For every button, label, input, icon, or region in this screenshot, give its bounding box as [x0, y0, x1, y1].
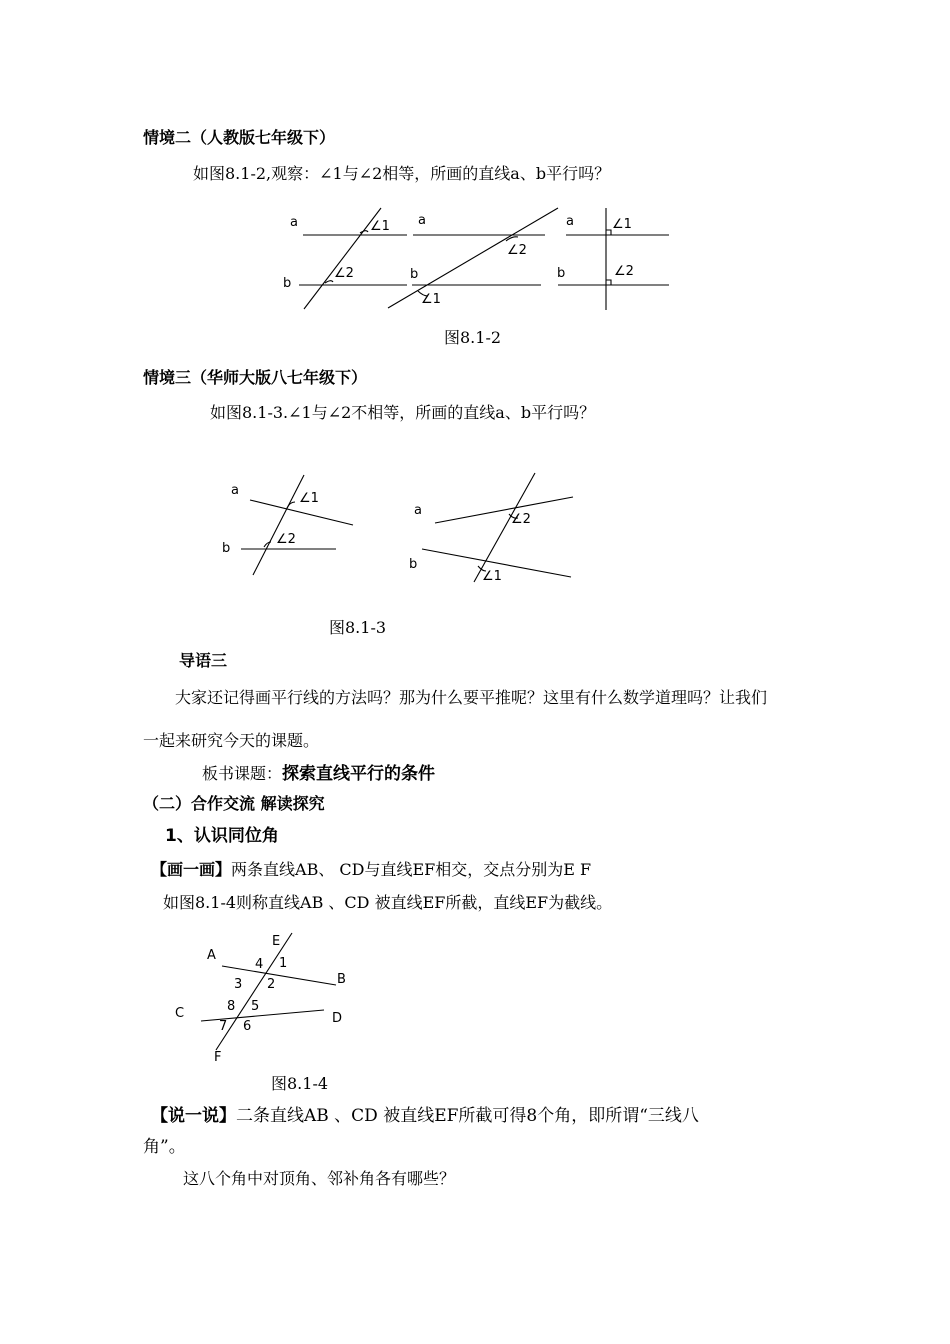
label-E: E — [272, 934, 281, 949]
label-b: b — [283, 276, 292, 291]
label-a: a — [566, 214, 574, 229]
draw-paragraph — [151, 860, 591, 880]
label-angle1: ∠1 — [421, 292, 441, 307]
label-angle2: ∠2 — [511, 512, 531, 527]
label-angle1: ∠1 — [370, 219, 390, 234]
say-text-line2: 角”。 — [143, 1137, 186, 1157]
label-a: a — [414, 503, 422, 518]
label-a: a — [418, 213, 426, 228]
draw-tag: 【画一画】 — [151, 860, 232, 879]
scenario2-question: 如图8.1-2,观察：∠1与∠2相等，所画的直线a、b平行吗？ — [193, 164, 611, 183]
label-a: a — [231, 483, 239, 498]
section2-heading: （二）合作交流 解读探究 — [143, 794, 325, 813]
label-b: b — [222, 541, 231, 556]
label-D: D — [332, 1011, 343, 1026]
say-paragraph — [151, 1106, 699, 1126]
label-b: b — [557, 266, 566, 281]
angle-label-3: 3 — [234, 977, 243, 992]
angle-label-5: 5 — [251, 999, 260, 1014]
guide3-paragraph-line2: 一起来研究今天的课题。 — [143, 731, 320, 750]
say-tag: 【说一说】 — [151, 1106, 236, 1126]
guide3-paragraph-line1: 大家还记得画平行线的方法吗？那为什么要平推呢？这里有什么数学道理吗？让我们 — [175, 688, 768, 707]
label-angle1: ∠1 — [482, 569, 502, 584]
angle-label-4: 4 — [255, 957, 264, 972]
figure-8-1-3-caption: 图8.1-3 — [329, 618, 387, 637]
scenario3-question: 如图8.1-3.∠1与∠2不相等，所画的直线a、b平行吗？ — [210, 403, 596, 422]
say-text: 二条直线AB 、CD 被直线EF所截可得8个角，即所谓“三线八 — [236, 1106, 699, 1126]
angle-label-1: 1 — [279, 956, 288, 971]
section2-question: 这八个角中对顶角、邻补角各有哪些？ — [183, 1169, 456, 1188]
label-angle2: ∠2 — [276, 532, 296, 547]
board-title-line — [202, 764, 435, 784]
draw-text-line2: 如图8.1-4则称直线AB 、CD 被直线EF所截，直线EF为截线。 — [163, 893, 613, 912]
angle-label-7: 7 — [219, 1019, 228, 1034]
figure-8-1-2-caption: 图8.1-2 — [444, 328, 502, 347]
figure-8-1-4-caption: 图8.1-4 — [271, 1074, 329, 1093]
label-b: b — [409, 557, 418, 572]
angle-label-6: 6 — [243, 1019, 252, 1034]
angle-label-8: 8 — [227, 999, 236, 1014]
label-angle2: ∠2 — [507, 243, 527, 258]
label-F: F — [214, 1050, 222, 1065]
board-prefix: 板书课题： — [202, 764, 283, 783]
section2-subheading: 1、认识同位角 — [165, 826, 279, 846]
scenario2-heading: 情境二（人教版七年级下） — [143, 128, 336, 147]
label-angle2: ∠2 — [614, 264, 634, 279]
label-angle2: ∠2 — [334, 266, 354, 281]
guide3-heading: 导语三 — [179, 651, 228, 670]
label-a: a — [290, 215, 298, 230]
angle-label-2: 2 — [267, 977, 276, 992]
label-A: A — [207, 948, 216, 963]
scenario3-heading: 情境三（华师大版八七年级下） — [143, 368, 368, 387]
draw-text: 两条直线AB、 CD与直线EF相交，交点分别为E F — [231, 860, 592, 879]
label-b: b — [410, 267, 419, 282]
label-C: C — [175, 1006, 185, 1021]
label-B: B — [337, 972, 346, 987]
label-angle1: ∠1 — [612, 217, 632, 232]
label-angle1: ∠1 — [299, 491, 319, 506]
board-title: 探索直线平行的条件 — [282, 764, 436, 784]
